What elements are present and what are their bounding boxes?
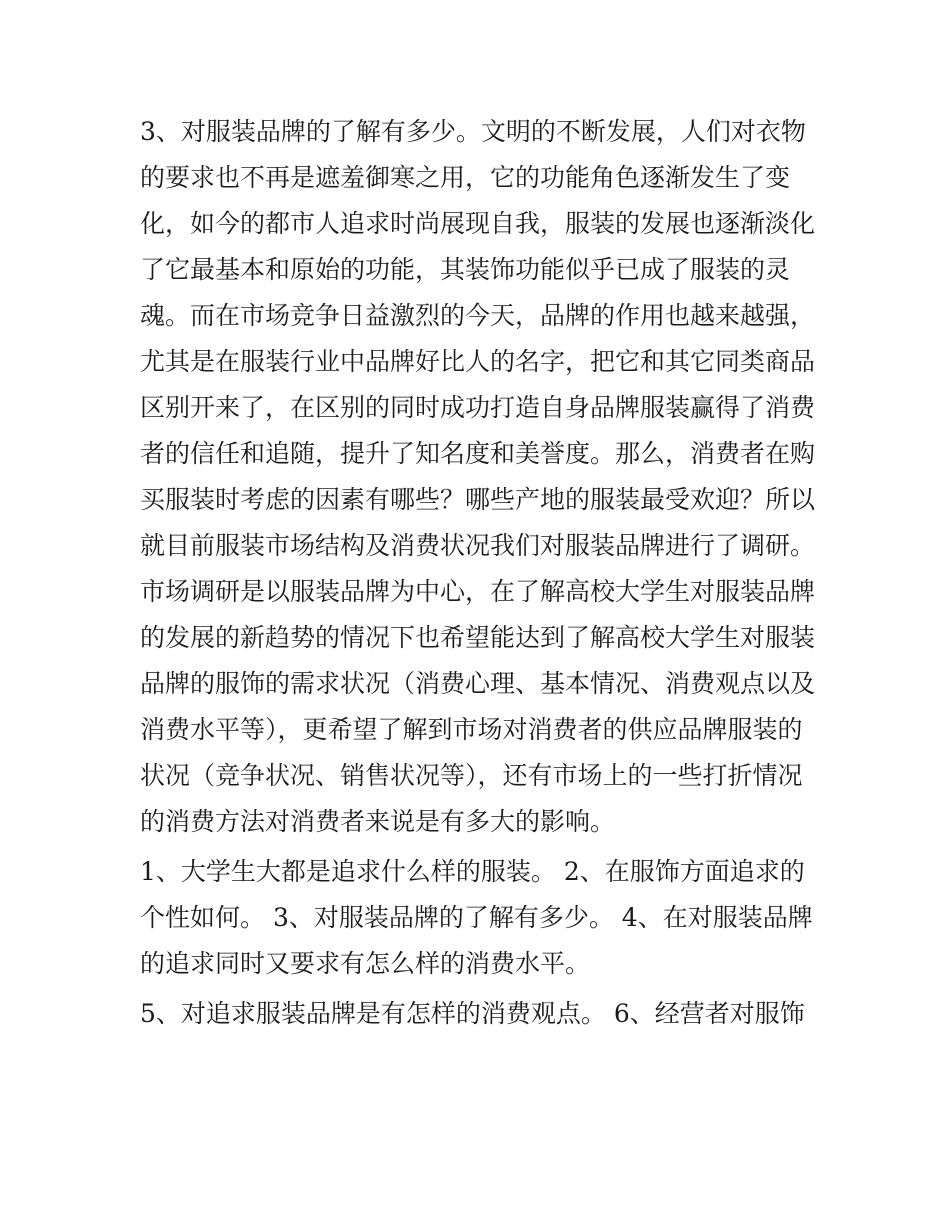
paragraph-intro (140, 109, 820, 845)
text-line: 市场调研是以服装品牌为中心，在了解高校大学生对服装品牌 (140, 577, 816, 606)
text-line: 消费水平等），更希望了解到市场对消费者的供应品牌服装的 (140, 715, 803, 744)
text-line: 的追求同时又要求有怎么样的消费水平。 (140, 949, 591, 978)
text-line: 买服装时考虑的因素有哪些？哪些产地的服装最受欢迎？所以 (140, 485, 816, 514)
paragraph-survey-items-continued (140, 991, 820, 1037)
text-line: 的要求也不再是遮羞御寒之用，它的功能角色逐渐发生了变 (140, 163, 791, 192)
text-line: 3、对服装品牌的了解有多少。文明的不断发展，人们对衣物 (140, 117, 806, 146)
text-line: 尤其是在服装行业中品牌好比人的名字，把它和其它同类商品 (140, 347, 816, 376)
document-body (140, 109, 820, 1037)
text-line: 状况（竞争状况、销售状况等），还有市场上的一些打折情况 (140, 761, 803, 790)
text-line: 的发展的新趋势的情况下也希望能达到了解高校大学生对服装 (140, 623, 816, 652)
text-line: 魂。而在市场竞争日益激烈的今天，品牌的作用也越来越强， (140, 301, 816, 330)
text-line: 1、大学生大都是追求什么样的服装。 2、在服饰方面追求的 (140, 857, 805, 886)
text-line: 就目前服装市场结构及消费状况我们对服装品牌进行了调研。 (140, 531, 816, 560)
text-line: 了它最基本和原始的功能，其装饰功能似乎已成了服装的灵 (140, 255, 791, 284)
text-line: 5、对追求服装品牌是有怎样的消费观点。 6、经营者对服饰 (140, 999, 805, 1028)
text-line: 品牌的服饰的需求状况（消费心理、基本情况、消费观点以及 (140, 669, 816, 698)
text-line: 个性如何。 3、对服装品牌的了解有多少。 4、在对服装品牌 (140, 903, 813, 932)
text-line: 区别开来了，在区别的同时成功打造自身品牌服装赢得了消费 (140, 393, 816, 422)
text-line: 化，如今的都市人追求时尚展现自我，服装的发展也逐渐淡化 (140, 209, 816, 238)
text-line: 的消费方法对消费者来说是有多大的影响。 (140, 807, 616, 836)
text-line: 者的信任和追随，提升了知名度和美誉度。那么，消费者在购 (140, 439, 816, 468)
paragraph-survey-items (140, 849, 820, 987)
